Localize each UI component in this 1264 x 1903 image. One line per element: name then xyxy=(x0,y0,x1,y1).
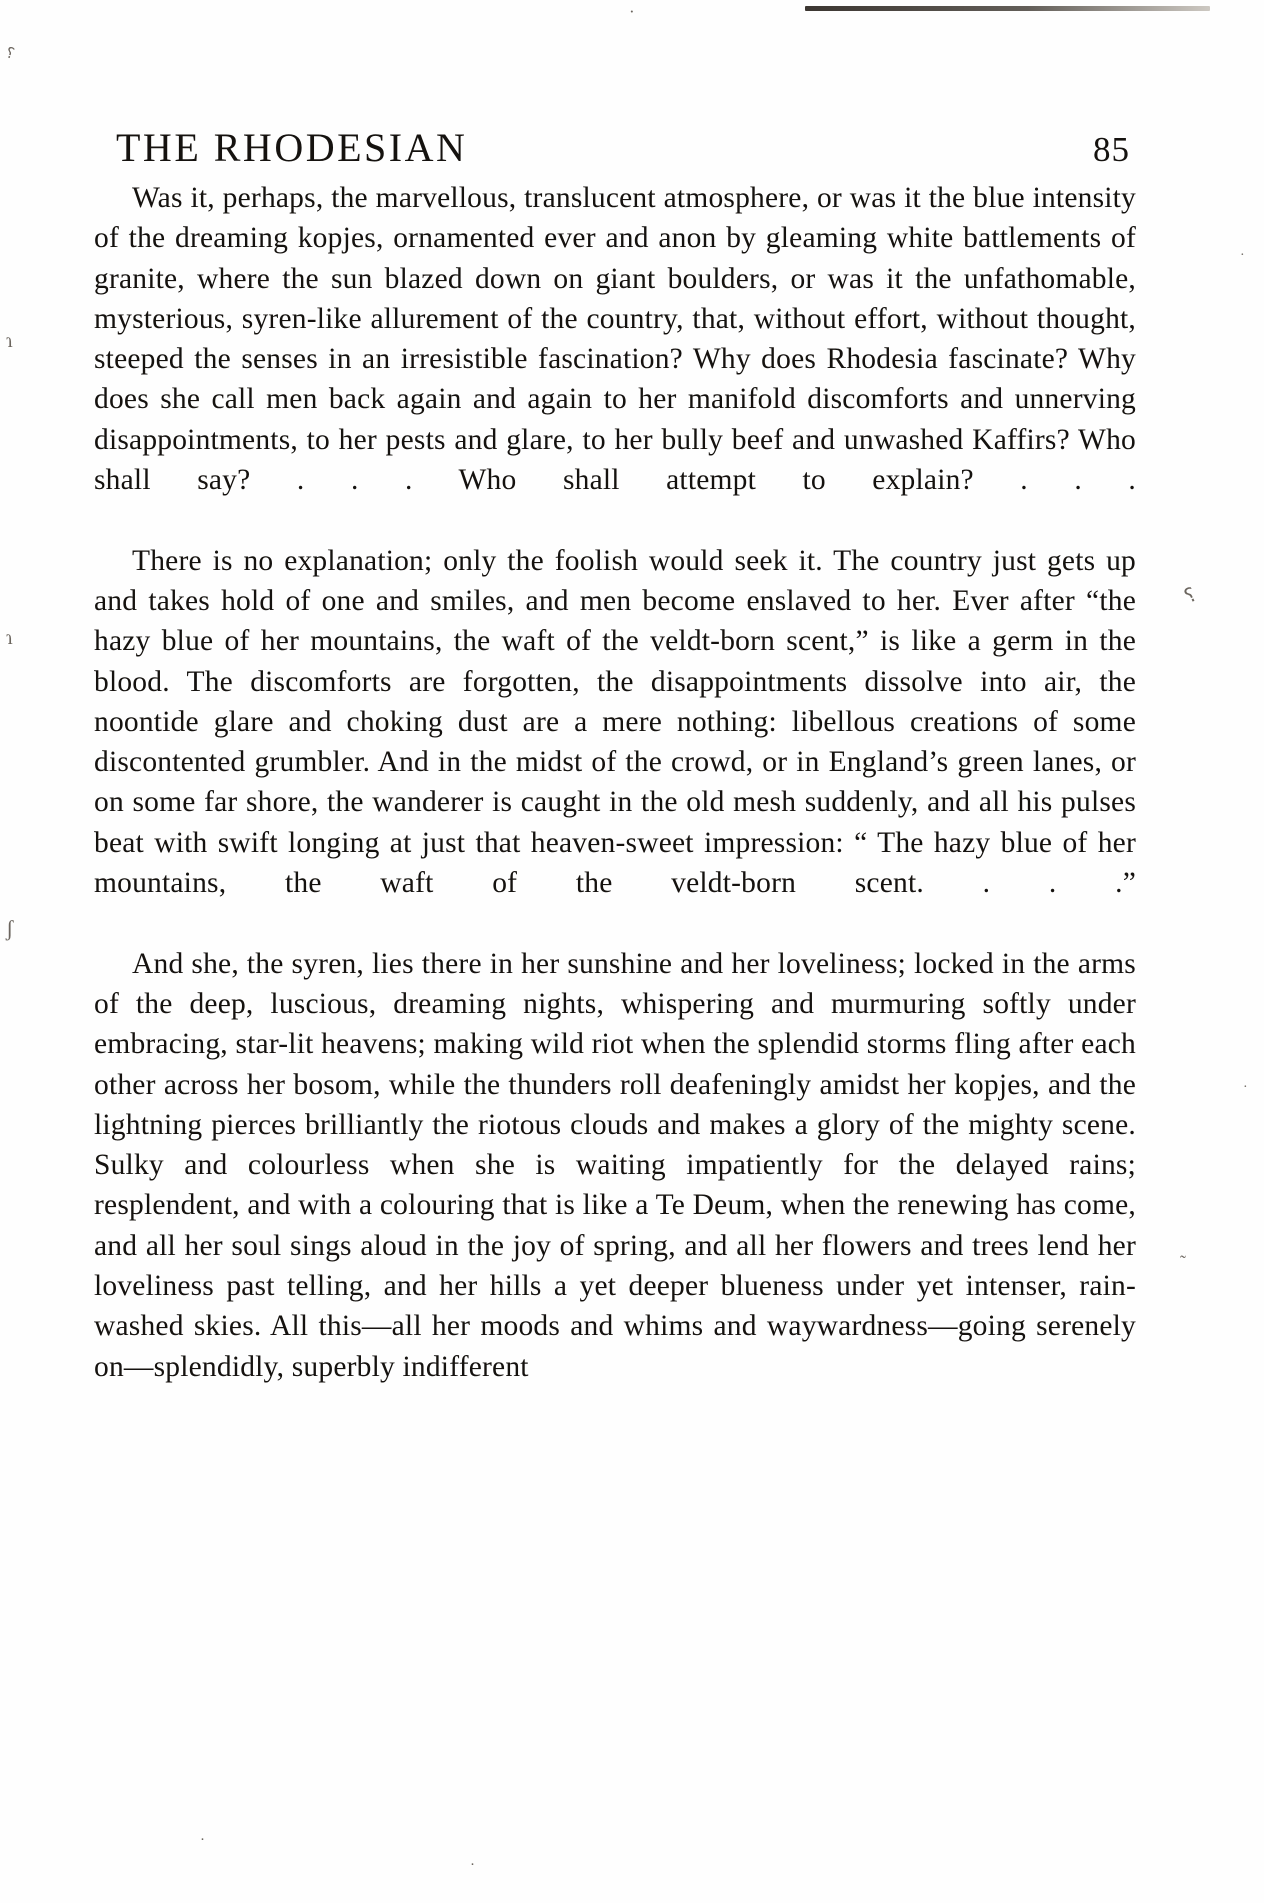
page-body xyxy=(94,178,1136,1387)
scan-mark-left-1: ⸮ xyxy=(3,45,17,63)
running-title: THE RHODESIAN xyxy=(116,125,468,170)
scan-edge-artifact xyxy=(805,6,1210,11)
scan-mark-left-2: ɿ xyxy=(6,330,13,352)
scan-mark-bottom-2: · xyxy=(470,1857,475,1873)
paragraph: And she, the syren, lies there in her sunshine and her loveliness; locked in the arms of the deep, luscious, dreaming nights, whispering and murmuring softly under embracing, star-lit heavens; making wild riot when the splendid storms fling after each other across her bosom, while the thunders roll deafeningly amidst her kopjes, and the lightning pierces brilliantly the riotous clouds and makes a glory of the mighty scene. Sulky and colourless when she is waiting impatiently for the delayed rains; resplendent, and with a colouring that is like a Te Deum, when the renewing has come, and all her soul sings aloud in the joy of spring, and all her flowers and trees lend her loveliness past telling, and her hills a yet deeper blueness under yet intenser, rain-washed skies. All this—all her moods and whims and waywardness—going serenely on—splendidly, superbly indifferent xyxy=(94,947,1136,1383)
page-number: 85 xyxy=(1093,130,1130,169)
paragraph: There is no explanation; only the foolish would seek it. The country just gets up and takes hold of one and smiles, and men become enslaved to her. Ever after “the hazy blue of her mountains, the waft of the veldt-born scent,” is like a germ in the blood. The discomforts are forgotten, the disappointments dissolve into air, the noontide glare and choking dust are a mere nothing: libellous creations of some discontented grumbler. And in the midst of the crowd, or in England’s green lanes, or on some far shore, the wanderer is caught in the old mesh suddenly, and all his pulses beat with swift longing at just that heaven-sweet impression: “ The hazy blue of her mountains, the waft of the veldt-born scent. . . .” xyxy=(94,544,1136,900)
scan-mark-left-4: ʃ xyxy=(6,916,14,941)
scan-mark-left-3: ɿ xyxy=(6,627,13,649)
scan-mark-bottom-1: · xyxy=(200,1832,205,1848)
scan-mark-top: · xyxy=(629,2,635,21)
scan-mark-right-2: ˜ xyxy=(1180,1252,1186,1272)
scan-mark-right-1: ⸮ xyxy=(1181,583,1200,609)
scan-mark-edge-1: · xyxy=(1240,248,1245,263)
paragraph: Was it, perhaps, the marvellous, translucent atmosphere, or was it the blue intensity of the dreaming kopjes, ornamented ever and anon by gleaming white battlements of granite, where the sun blazed down on giant boulders, or was it the unfathomable, mysterious, syren-like allurement of the country, that, without effort, without thought, steeped the senses in an irresistible fascination? Why does Rhodesia fascinate? Why does she call men back again and again to her manifold discomforts and unnerving disappointments, to her pests and glare, to her bully beef and unwashed Kaffirs? Who shall say? . . . Who shall attempt to explain? . . . xyxy=(94,182,1136,497)
scan-mark-edge-2: · xyxy=(1243,1080,1248,1095)
page-header xyxy=(116,124,1130,171)
